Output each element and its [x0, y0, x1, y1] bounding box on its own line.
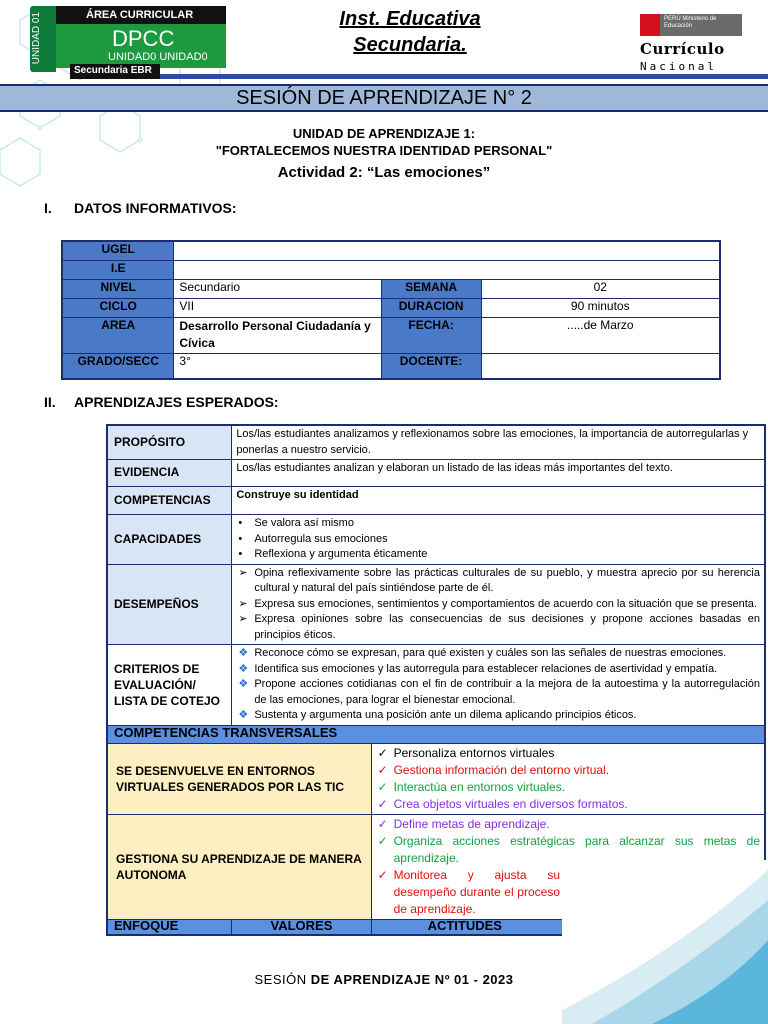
criterio-text: Identifica sus emociones y las autorregula para establecer relaciones de asertividad y empatía. [254, 662, 718, 675]
badge-sub: UNIDAD0 UNIDAD0 [108, 51, 208, 63]
competencias-label: COMPETENCIAS [107, 487, 232, 515]
header-divider [160, 74, 768, 79]
capacidades-list [236, 516, 760, 563]
desempeno-text: Expresa sus emociones, sentimientos y comportamientos de acuerdo con la situación que se presenta. [254, 597, 757, 610]
list-item: ✓ Personaliza entornos virtuales [377, 745, 555, 760]
table-row [107, 487, 765, 515]
criterios-list [236, 646, 760, 724]
logo-subtitle: Nacional [640, 60, 717, 73]
desempenos-list [236, 566, 760, 644]
list-item: ✓ Define metas de aprendizaje. [377, 816, 550, 831]
footer-bold: DE APRENDIZAJE Nº 01 - 2023 [310, 972, 514, 987]
badge-area-label: ÁREA CURRICULAR [56, 6, 226, 24]
section-title-text: DATOS INFORMATIVOS: [74, 200, 237, 216]
ugel-label: UGEL [62, 241, 174, 260]
list-item: ✓ Crea objetos virtuales en diversos formatos. [377, 796, 628, 811]
table-row [62, 241, 720, 260]
unit-heading [0, 125, 768, 159]
tic-item-text: Interactúa en entornos virtuales. [393, 779, 566, 794]
section-number: I. [44, 200, 52, 216]
area-value: Desarrollo Personal Ciudadanía y Cívica [174, 317, 381, 353]
docente-label: DOCENTE: [381, 353, 481, 379]
capacidad-text: Se valora así mismo [254, 517, 354, 529]
proposito-label: PROPÓSITO [107, 425, 232, 460]
section-title-text: APRENDIZAJES ESPERADOS: [74, 394, 279, 410]
capacidades-cell [232, 515, 765, 565]
autonoma-label: GESTIONA SU APRENDIZAJE DE MANERA AUTONOMA [107, 814, 371, 919]
ministry-bar [660, 14, 742, 36]
criterio-text: Propone acciones cotidianas con el fin de contribuir a la mejora de la autoestima y la autorregulación de las emociones, para lograr el bienestar emocional. [254, 678, 760, 706]
section-number: II. [44, 394, 56, 410]
nivel-value: Secundario [174, 279, 381, 298]
table-row [107, 425, 765, 460]
badge-unit-tab [30, 6, 56, 72]
datos-table [61, 240, 721, 380]
duracion-label: DURACION [381, 298, 481, 317]
autonoma-item-text: Define metas de aprendizaje. [393, 816, 550, 831]
capacidad-text: Autorregula sus emociones [254, 532, 388, 545]
tic-item-text: Crea objetos virtuales en diversos formatos. [393, 796, 628, 811]
table-row [62, 353, 720, 379]
evidencia-text: Los/las estudiantes analizan y elaboran un listado de las ideas más importantes del texto. [232, 460, 765, 487]
unit-badge [30, 6, 230, 76]
badge-level: Secundaria EBR [70, 64, 160, 79]
desempeno-text: Expresa opiniones sobre las consecuencias de sus decisiones y propone acciones basadas en principios éticos. [254, 613, 760, 641]
school-name [260, 6, 560, 58]
tic-cell [371, 743, 765, 814]
peru-shield-icon [640, 14, 660, 36]
competencias-text: Construye su identidad [232, 487, 765, 515]
session-banner: SESIÓN DE APRENDIZAJE N° 2 [0, 84, 768, 112]
list-item: ❖ Propone acciones cotidianas con el fin de contribuir a la mejora de la autoestima y la autorregulación de las emociones, para lograr el bienestar emocional. [238, 678, 760, 706]
list-item: ❖ Identifica sus emociones y las autorregula para establecer relaciones de asertividad y empatía. [238, 662, 718, 675]
tic-list [376, 745, 760, 813]
table-row [107, 725, 765, 743]
list-item: ❖ Reconoce cómo se expresan, para qué existen y cuáles son las señales de nuestras emociones. [238, 647, 727, 659]
semana-label: SEMANA [381, 279, 481, 298]
evidencia-label: EVIDENCIA [107, 460, 232, 487]
list-item: ➢ Expresa sus emociones, sentimientos y comportamientos de acuerdo con la situación que se presenta. [238, 597, 757, 610]
ciclo-value: VII [174, 298, 381, 317]
autonoma-item-text: Organiza acciones estratégicas para alcanzar sus metas de aprendizaje. [393, 833, 760, 865]
list-item: ✓ Organiza acciones estratégicas para alcanzar sus metas de aprendizaje. [377, 833, 760, 865]
docente-value [481, 353, 720, 379]
footer-normal: SESIÓN [254, 972, 311, 987]
grado-value: 3° [174, 353, 381, 379]
list-item: • Se valora así mismo [238, 517, 354, 529]
criterio-text: Reconoce cómo se expresan, para qué existen y cuáles son las señales de nuestras emociones. [254, 647, 727, 659]
section-datos-title [44, 200, 237, 216]
table-row [107, 743, 765, 814]
criterios-label: CRITERIOS DE EVALUACIÓN/ LISTA DE COTEJO [107, 645, 232, 726]
logo-country: PERÚ [664, 16, 681, 22]
capacidad-text: Reflexiona y argumenta éticamente [254, 548, 428, 560]
nivel-label: NIVEL [62, 279, 174, 298]
table-row [107, 515, 765, 565]
list-item: ➢ Expresa opiniones sobre las consecuencias de sus decisiones y propone acciones basadas en principios éticos. [238, 613, 760, 641]
ie-label: I.E [62, 260, 174, 279]
list-item: ✓ Gestiona información del entorno virtual. [377, 762, 610, 777]
unit-line1: UNIDAD DE APRENDIZAJE 1: [292, 126, 476, 141]
area-label: AREA [62, 317, 174, 353]
capacidades-label: CAPACIDADES [107, 515, 232, 565]
list-item: ✓ Monitorea y ajusta su desempeño durante el proceso de aprendizaje. [377, 867, 560, 916]
school-line1: Inst. Educativa [339, 8, 481, 30]
valores-header: VALORES [232, 919, 371, 935]
logo-ministry: Ministerio de Educación [664, 16, 717, 29]
tic-item-text: Gestiona información del entorno virtual. [393, 762, 610, 777]
autonoma-item-text: Monitorea y ajusta su desempeño durante el proceso de aprendizaje. [393, 867, 560, 916]
unit-line2: "FORTALECEMOS NUESTRA IDENTIDAD PERSONAL" [215, 143, 553, 158]
ciclo-label: CICLO [62, 298, 174, 317]
table-row [107, 564, 765, 645]
list-item: ➢ Opina reflexivamente sobre las prácticas culturales de su pueblo, y muestra aprecio por su herencia cultural y natural del país sintiéndose parte de él. [238, 566, 760, 594]
table-row [107, 460, 765, 487]
desempenos-cell [232, 564, 765, 645]
semana-value: 02 [481, 279, 720, 298]
table-row [62, 279, 720, 298]
list-item: • Reflexiona y argumenta éticamente [238, 548, 428, 560]
tic-label: SE DESENVUELVE EN ENTORNOS VIRTUALES GENERADOS POR LAS TIC [107, 743, 371, 814]
ugel-value [174, 241, 720, 260]
badge-main [56, 24, 226, 68]
curriculo-nacional-logo [636, 14, 746, 74]
fecha-value: .....de Marzo [481, 317, 720, 353]
school-line2: Secundaria. [353, 34, 467, 56]
list-item: • Autorregula sus emociones [238, 532, 388, 545]
page-footer [0, 972, 768, 987]
list-item: ❖ Sustenta y argumenta una posición ante un dilema aplicando principios éticos. [238, 709, 637, 721]
desempenos-label: DESEMPEÑOS [107, 564, 232, 645]
table-row [62, 317, 720, 353]
corner-swoosh-decoration [562, 860, 768, 1024]
tic-item-text: Personaliza entornos virtuales [393, 745, 555, 760]
proposito-text: Los/las estudiantes analizamos y reflexionamos sobre las emociones, la importancia de autorregularlas y ponerlas a nuestro servicio. [232, 425, 765, 460]
logo-title: Currículo [640, 40, 725, 58]
table-row [62, 298, 720, 317]
table-row [107, 645, 765, 726]
table-row [62, 260, 720, 279]
enfoque-header: ENFOQUE [107, 919, 232, 935]
fecha-label: FECHA: [381, 317, 481, 353]
section-aprendizajes-title [44, 394, 279, 410]
activity-title: Actividad 2: “Las emociones” [277, 164, 491, 181]
badge-code: DPCC [112, 26, 175, 51]
desempeno-text: Opina reflexivamente sobre las prácticas culturales de su pueblo, y muestra aprecio por su herencia cultural y natural del país sintiéndose parte de él. [254, 566, 760, 594]
criterio-text: Sustenta y argumenta una posición ante un dilema aplicando principios éticos. [254, 709, 637, 721]
ie-value [174, 260, 720, 279]
transversales-header: COMPETENCIAS TRANSVERSALES [107, 725, 765, 743]
duracion-value: 90 minutos [481, 298, 720, 317]
actitudes-header: ACTITUDES [371, 919, 765, 935]
criterios-cell [232, 645, 765, 726]
list-item: ✓ Interactúa en entornos virtuales. [377, 779, 566, 794]
grado-label: GRADO/SECC [62, 353, 174, 379]
badge-unit-text: UNIDAD 01 [31, 12, 42, 65]
